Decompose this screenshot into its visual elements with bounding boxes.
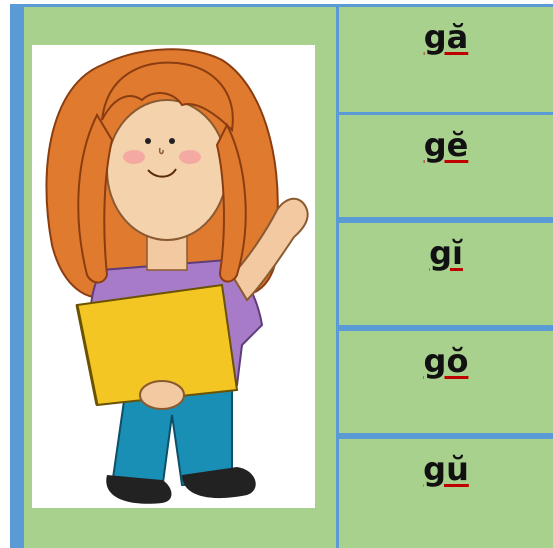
illustration-frame — [32, 45, 315, 508]
girl-with-book-icon — [32, 45, 315, 508]
syllable-text: gĭ — [429, 234, 463, 272]
left-border-stripe — [10, 4, 24, 548]
syllable-card — [336, 328, 553, 436]
syllable-cards — [336, 4, 553, 548]
syllable-card — [336, 4, 553, 115]
syllable-card — [336, 112, 553, 220]
syllable-text: gŭ — [423, 450, 469, 488]
left-cheek — [123, 150, 145, 164]
hand — [140, 381, 184, 409]
left-eye — [145, 138, 151, 144]
right-cheek — [179, 150, 201, 164]
syllable-card — [336, 436, 553, 548]
illustration-panel — [24, 4, 336, 548]
face — [107, 100, 227, 240]
syllable-text: gŏ — [423, 342, 469, 380]
right-eye — [169, 138, 175, 144]
syllable-card — [336, 220, 553, 328]
syllable-text: gă — [423, 18, 469, 56]
syllable-text: gĕ — [423, 126, 469, 164]
